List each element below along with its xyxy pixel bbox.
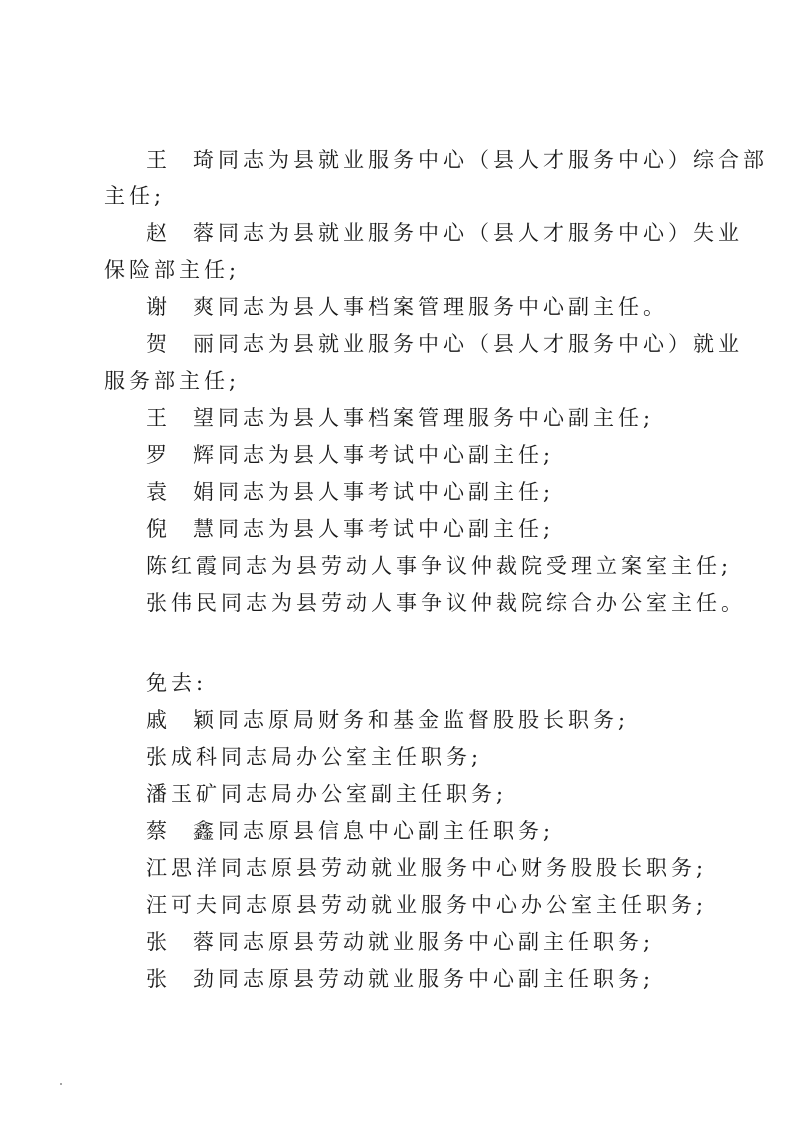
appointment-line: 张伟民同志为县劳动人事争议仲裁院综合办公室主任。 (146, 591, 746, 615)
name-surname: 蔡 (146, 819, 171, 843)
appointment-line (146, 330, 743, 358)
name-surname: 罗 (146, 443, 171, 467)
appointment-line (146, 441, 554, 469)
name-surname: 贺 (146, 332, 171, 356)
name-surname: 倪 (146, 517, 171, 541)
dismissal-line (146, 965, 654, 993)
dismissal-text: 蓉同志原县劳动就业服务中心副主任职务; (193, 930, 655, 954)
appointment-line (146, 404, 654, 432)
appointment-text: 望同志为县人事档案管理服务中心副主任; (193, 406, 655, 430)
dismissal-line (146, 817, 554, 845)
dismissal-text: 鑫同志原县信息中心副主任职务; (193, 819, 555, 843)
appointment-line (146, 515, 554, 543)
appointment-line (146, 293, 668, 321)
dismissal-heading: 免去: (146, 671, 208, 695)
appointment-text: 慧同志为县人事考试中心副主任; (193, 517, 555, 541)
appointment-continuation: 保险部主任; (104, 258, 241, 282)
name-surname: 赵 (146, 221, 171, 245)
name-surname: 张 (146, 930, 171, 954)
name-surname: 张 (146, 967, 171, 991)
dismissal-line: 张成科同志局办公室主任职务; (146, 745, 483, 769)
appointment-text: 娟同志为县人事考试中心副主任; (193, 480, 555, 504)
appointment-line (146, 478, 554, 506)
appointment-text: 辉同志为县人事考试中心副主任; (193, 443, 555, 467)
appointment-continuation: 服务部主任; (104, 369, 241, 393)
appointment-continuation: 主任; (104, 184, 166, 208)
appointment-text: 琦同志为县就业服务中心（县人才服务中心）综合部 (193, 148, 768, 172)
dismissal-line (146, 706, 629, 734)
dismissal-line: 汪可夫同志原县劳动就业服务中心办公室主任职务; (146, 893, 708, 917)
dismissal-line: 潘玉矿同志局办公室副主任职务; (146, 782, 508, 806)
dismissal-line: 江思洋同志原县劳动就业服务中心财务股股长职务; (146, 856, 708, 880)
appointment-line (146, 146, 768, 174)
dismissal-text: 劲同志原县劳动就业服务中心副主任职务; (193, 967, 655, 991)
appointment-line (146, 219, 743, 247)
name-surname: 王 (146, 148, 171, 172)
dismissal-line (146, 928, 654, 956)
appointment-text: 蓉同志为县就业服务中心（县人才服务中心）失业 (193, 221, 743, 245)
appointment-text: 爽同志为县人事档案管理服务中心副主任。 (193, 295, 668, 319)
appointment-text: 丽同志为县就业服务中心（县人才服务中心）就业 (193, 332, 743, 356)
name-surname: 袁 (146, 480, 171, 504)
scan-speck (60, 1083, 62, 1085)
name-surname: 戚 (146, 708, 171, 732)
name-surname: 谢 (146, 295, 171, 319)
appointment-line: 陈红霞同志为县劳动人事争议仲裁院受理立案室主任; (146, 554, 733, 578)
name-surname: 王 (146, 406, 171, 430)
dismissal-text: 颖同志原局财务和基金监督股股长职务; (193, 708, 630, 732)
